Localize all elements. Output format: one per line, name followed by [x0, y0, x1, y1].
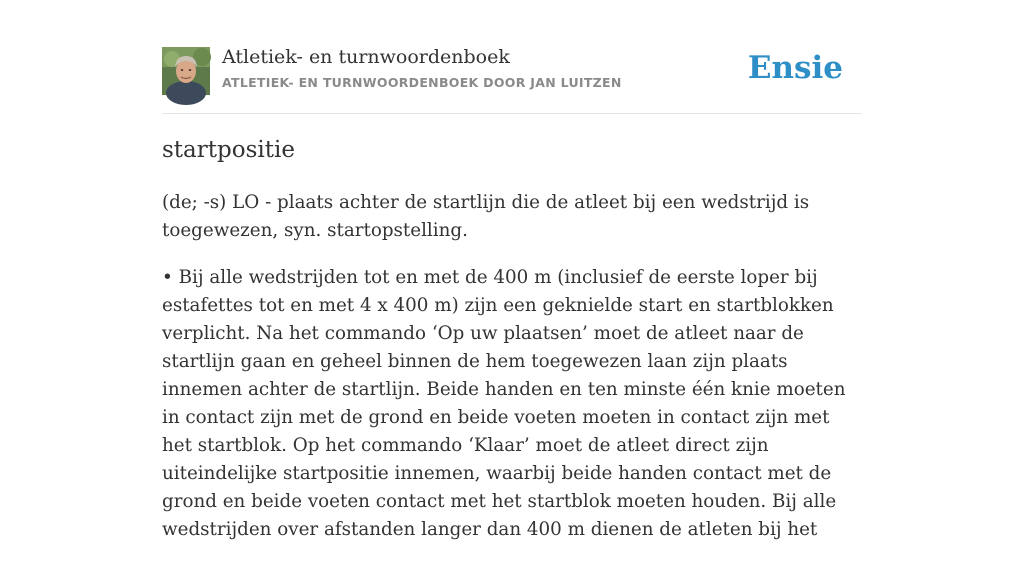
ensie-logo[interactable]: Ensie [747, 50, 843, 86]
entry-definition: (de; -s) LO - plaats achter de startlijn die de atleet bij een wedstrijd is toegewezen, syn. startopstelling. [162, 192, 810, 241]
author-photo-icon [162, 47, 210, 95]
dictionary-subtitle: ATLETIEK- EN TURNWOORDENBOEK DOOR JAN LUITZEN [222, 75, 622, 90]
dictionary-title[interactable]: Atletiek- en turnwoordenboek [222, 46, 510, 68]
entry-content [162, 189, 862, 563]
avatar[interactable] [162, 47, 210, 95]
entry-headword: startpositie [162, 137, 295, 163]
header-divider [162, 113, 862, 114]
entry-body: • Bij alle wedstrijden tot en met de 400 m (inclusief de eerste loper bij estafettes tot en met 4 x 400 m) zijn een geknielde start en startblokken verplicht. Na het commando ‘Op uw plaatsen’ moet de atleet naar de startlijn gaan en geheel binnen de hem toegewezen laan zijn plaats innemen achter de startlijn. Beide handen en ten minste één knie moeten in contact zijn met de grond en beide voeten moeten in contact zijn met het startblok. Op het commando ‘Klaar’ moet de atleet direct zijn uiteindelijke startpositie innemen, waarbij beide handen contact met de grond en beide voeten contact met het startblok moeten houden. Bij alle wedstrijden over afstanden langer dan 400 m dienen de atleten bij het [162, 267, 846, 540]
header [162, 46, 862, 96]
